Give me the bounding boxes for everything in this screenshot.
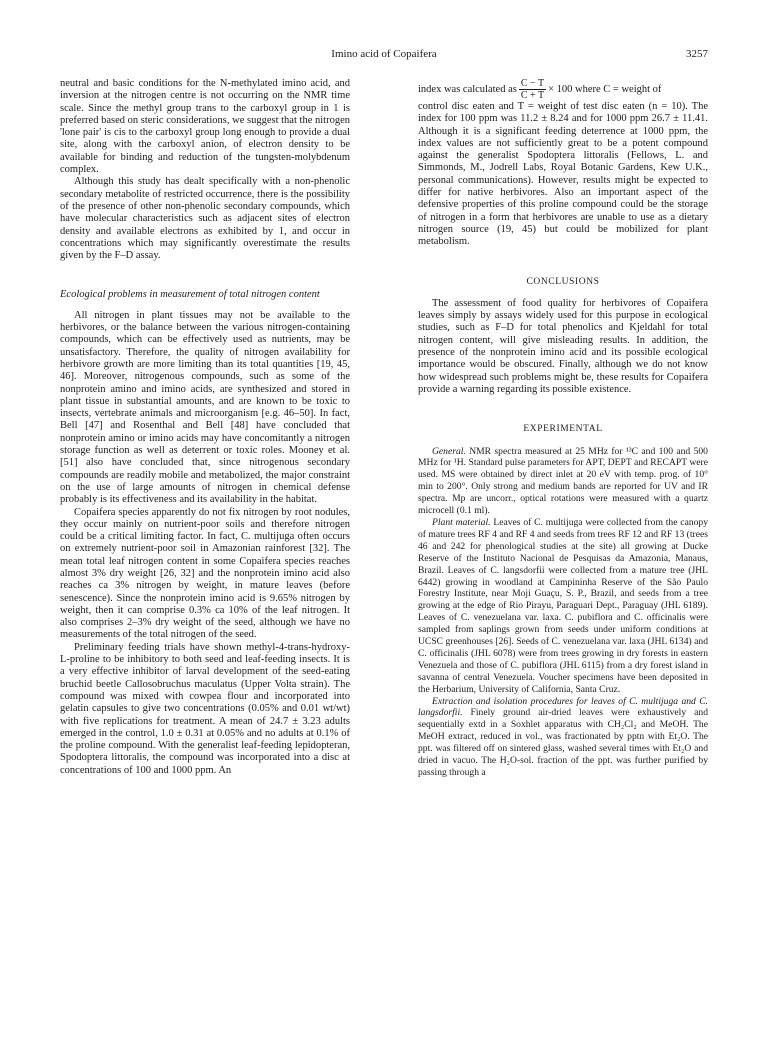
paragraph-extraction [418,696,708,779]
plant-material-label: Plant material. [432,516,491,528]
formula-suffix: × 100 where C = weight of [548,83,662,95]
paragraph-non-phenolic: Although this study has dealt specifically with a non-phenolic secondary metabolite of restricted occurrence, there is the possibility of the presence of other non-phenolic secondary compounds, which have molecular characteristics such as adjacent sites of electron density and available electrons as exhibited by 1, and occur in concentrations which may significantly overestimate the results given by the F–D assay. [60,176,350,262]
extraction-text: Finely ground air-dried leaves were exhaustively and sequentially extd in a Soxhlet apparatus with CH₂Cl₂ and MeOH. The MeOH extract, reduced in vol., was fractionated by pptn with Et₂O. The ppt. was filtered off on sintered glass, washed several times with Et₂O and dried in vacuo. The H₂O-sol. fraction of the ppt. was further purified by passing through a [418,707,708,778]
paragraph-copaifera-nitrogen: Copaifera species apparently do not fix nitrogen by root nodules, they occur mainly on nutrient-poor soils and therefore nitrogen could be a critical limiting factor. In fact, C. multijuga often occurs on extremely nutrient-poor soil in Amazonian rainforest [32]. The mean total leaf nitrogen content in some Copaifera species reaches almost 3% dry weight [26, 32] and the nonprotein imino acid also reaches ca 3% nitrogen by weight, in mature leaves (before senescence). Since the nonprotein imino acid is 9.65% nitrogen by weight, then it can comprise 0.3% ca 10% of the leaf nitrogen. It also comprises 2–3% dry weight of the seed, although we have no measurements of the total nitrogen of the seed. [60,506,350,641]
paragraph-nitrogen-availability: All nitrogen in plant tissues may not be available to the herbivores, or the balance between the various nitrogen-containing compounds, which can be effectively used as nutrients, may be unsatisfactory. Therefore, the quality of nitrogen availability for herbivore growth are more limiting than its total quantities [19, 45, 46]. Moreover, nitrogenous compounds, such as some of the nonprotein amino and imino acids, are synthesized and stored in plant tissue in substantial amounts, and are known to be toxic to insects, vertebrate animals and microorganism [e.g. 46–50]. In fact, Bell [47] and Rosenthal and Bell [48] have concluded that nonprotein amino or imino acids may have concomitantly a nitrogen storage function as well as deterrent or toxic roles. Mooney et al. [51] also have concluded that, since nitrogenous secondary compounds are readily mobile and metabolized, the major constraint on the use of large amounts of nitrogen in chemical defense probably is its effectiveness and its availability in the habitat. [60,309,350,506]
paragraph-plant-material [418,517,708,696]
paragraph-feeding-trials: Preliminary feeding trials have shown methyl-4-trans-hydroxy-L-proline to be inhibitory to both seed and leaf-feeding insects. It is a very effective inhibitor of larval development of the seed-eating bruchid beetle Callosobruchus maculatus (Upper Volta strain). The compound was mixed with cowpea flour and incorporated into gelatin capsules to give two concentrations (0.05% and 0.01 wt/wt) with five replications for treatment. A mean of 24.7 ± 3.23 adults emerged in the control, 1.0 ± 0.31 at 0.05% and no adults at 0.1% of the proline compound. With the generalist leaf-feeding lepidopteran, Spodoptera littoralis, the compound was incorporated into a disc at concentrations of 100 and 1000 ppm. An [60,641,350,776]
left-column [60,78,350,777]
general-label: General. [432,445,466,457]
paragraph-continued: neutral and basic conditions for the N-methylated imino acid, and inversion at the nitrogen centre is not occurring on the NMR time scale. Since the methyl group trans to the carboxyl group in 1 is preferred based on steric considerations, we suggest that the nitrogen 'lone pair' is cis to the carboxyl group long enough to provide a dual site, along with the carboxyl anion, of electron density to be available for binding and reduction of the tungsten-molybdenum complex. [60,78,350,176]
paragraph-index-results: control disc eaten and T = weight of test disc eaten (n = 10). The index for 100 ppm was 11.2 ± 8.24 and for 1000 ppm 26.7 ± 11.41. Although it is a significant feeding deterrence at 1000 ppm, the index values are not sufficiently great to be a potent compound against the generalist Spodoptera littoralis (Fellows, L. and Simmonds, M., Jodrell Labs, Royal Botanic Gardens, Kew U.K., personal communications). However, results might be expected to differ for native herbivores. Also an important aspect of the defensive properties of this proline compound could be the storage of nitrogen in a form that herbivores are unable to use as a dietary nitrogen source (19, 45) but could be mobilized for plant metabolism. [418,101,708,248]
general-text: NMR spectra measured at 25 MHz for ¹³C and 100 and 500 MHz for ¹H. Standard pulse parameters for APT, DEPT and RECAPT were used. MS were obtained by direct inlet at 20 eV with temp. prog. of 10° min to 200°. Only strong and medium bands are reported for UV and IR spectra. Mp are uncorr., optical rotations were measured with a quartz microcell (0.1 ml). [418,445,708,517]
fraction-numerator: C − T [520,78,545,89]
right-column [418,78,708,779]
formula-prefix: index was calculated as [418,83,517,95]
page-number: 3257 [686,48,708,60]
extraction-label: Extraction and isolation procedures for leaves of C. multijuga and C. langsdorfii. [418,695,708,719]
conclusions-heading: CONCLUSIONS [526,276,600,287]
paragraph-general [418,446,708,517]
experimental-heading: EXPERIMENTAL [523,424,603,435]
plant-material-text: Leaves of C. multijuga were collected from the canopy of mature trees RF 4 and RF 4 and seeds from trees RF 12 and RF 13 (trees 46 and 242 for phenological studies at the site) all growing at Ducke Reserve of the Instituto Nacional de Pesquisas da Amazonia, Manaus, Brazil. Leaves of C. langsdorfii were collected from a mature tree (JHL 6442) growing in woodland at Campininha Reserve of the São Paulo Forestry Institute, near Moji Guaçu, S. P., Brazil, and seeds from a tree growing at the edge of Rio Pirayu, Paraguari Dept., Paraguay (JHL 6189). Leaves of C. venezuelana var. laxa. C. pubiflora and C. officinalis were sampled from saplings grown from seeds under uniform conditions at UCSC greenhouses [26]. Seeds of C. venezuelana var. laxa (JHL 6134) and C. officinalis (JHL 6078) were from trees growing in dry forests in eastern Venezuela and those of C. pubiflora (JHL 6115) from a dry forest island in savanna of central Venezuela. Voucher specimens have been deposited in the Herbarium, University of California, Santa Cruz. [418,516,709,695]
running-title: Imino acid of Copaifera [331,48,437,60]
index-formula-line [418,78,708,101]
index-fraction [519,78,546,101]
paragraph-conclusions: The assessment of food quality for herbivores of Copaifera leaves simply by assays widely used for this purpose in ecological studies, such as F–D for total phenolics and Kjeldahl for total nitrogen content, will give misleading results. In addition, the presence of the nonprotein imino acid and its possible ecological importance would be obscured. Finally, although we do not know how widespread such problems might be, these results for Copaifera provide a warning regarding its possible existence. [418,297,708,395]
running-head [60,48,708,66]
section-heading-nitrogen: Ecological problems in measurement of total nitrogen content [60,289,320,301]
fraction-denominator: C + T [520,90,545,101]
